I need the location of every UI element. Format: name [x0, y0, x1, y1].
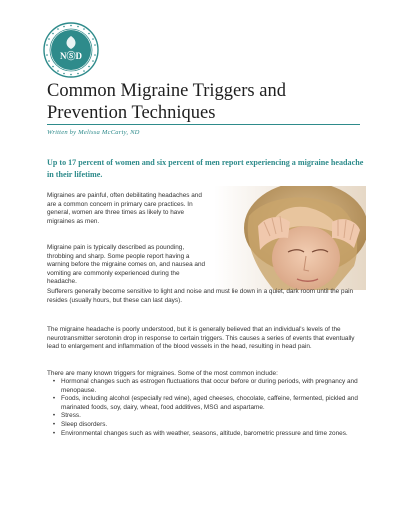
title-divider: [47, 124, 360, 125]
list-item: • Hormonal changes such as estrogen fluctuations that occur before or during periods, with pregnancy and menopause.: [47, 378, 365, 395]
paragraph-triggers-intro: There are many known triggers for migraines. Some of the most common include:: [47, 370, 278, 377]
seal-icon: [42, 21, 100, 79]
bullet-icon: •: [52, 420, 56, 428]
list-item: • Sleep disorders.: [47, 421, 365, 430]
paragraph-cause: The migraine headache is poorly understood, but it is generally believed that an individual's levels of the neurotransmitter serotonin drop in response to certain triggers. This causes a series of events that eventually lead to enlargement and inflammation of the blood vessels in the head, resulting in head pain.: [47, 326, 355, 351]
paragraph-symptoms: Migraine pain is typically described as pounding, throbbing and sharp. Some people report having a warning before the migraine comes on, and nausea and vomiting are commonly experienced during the headache.: [47, 244, 206, 286]
paragraph-intro: Migraines are painful, often debilitating headaches and are a common concern in primary care practices. In general, women are three times as likely to have migraines as men.: [47, 192, 202, 225]
svg-text:NⓈD: NⓈD: [60, 51, 82, 61]
bullet-icon: •: [52, 378, 56, 385]
lede: Up to 17 percent of women and six percent of men report experiencing a migraine headache in their lifetime.: [47, 158, 364, 179]
list-item: • Environmental changes such as with weather, seasons, altitude, barometric pressure and time zones.: [47, 430, 365, 439]
bullet-icon: •: [52, 429, 56, 437]
list-item: • Stress.: [47, 412, 365, 421]
bullet-icon: •: [52, 412, 56, 420]
title-line-1: Common Migraine Triggers and: [47, 81, 286, 101]
woman-headache-photo: [214, 186, 366, 290]
list-item: • Foods, including alcohol (especially red wine), aged cheeses, chocolate, caffeine, fermented, pickled and marinated foods, soy, dairy, wheat, food additives, MSG and aspartame.: [47, 395, 365, 412]
paragraph-sensitivity: Sufferers generally become sensitive to light and noise and must lie down in a quiet, dark room until the pain resides (usually hours, but these can last days).: [47, 288, 354, 304]
triggers-list: [47, 378, 365, 438]
article-title: [47, 80, 367, 124]
title-line-2: Prevention Techniques: [47, 103, 216, 123]
association-logo: [42, 21, 100, 79]
byline: Written by Melissa McCarty, ND: [47, 129, 140, 136]
bullet-icon: •: [52, 395, 56, 403]
